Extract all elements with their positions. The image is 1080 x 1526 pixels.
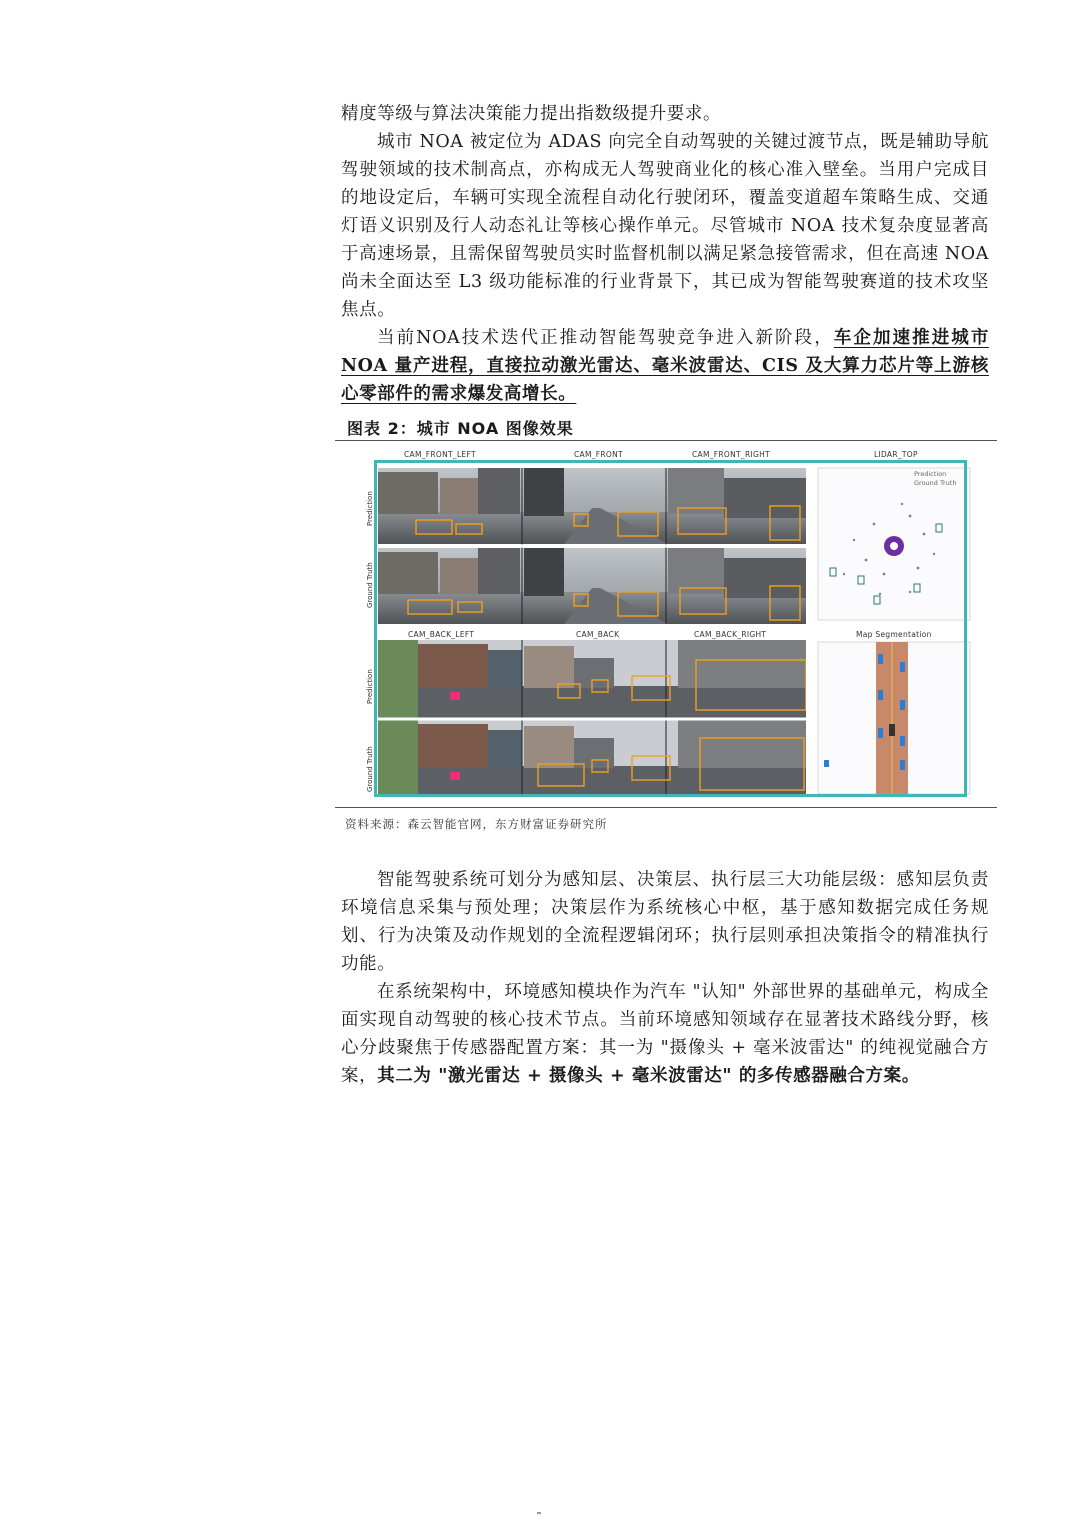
row-label-prediction-top: Prediction [366,491,374,526]
paragraph-4-plain: 在系统架构中，环境感知模块作为汽车 "认知" 外部世界的基础单元，构成全面实现自动驾驶的核心技术节点。当前环境感知领域存在显著技术路线分野，核心分歧聚焦于传感器配置方案：其一为 "摄像头 + 毫米波雷达" 的纯视觉融合方案， [341,982,989,1086]
paragraph-2 [341,324,989,408]
paragraph-3: 智能驾驶系统可划分为感知层、决策层、执行层三大功能层级：感知层负责环境信息采集与预处理；决策层作为系统核心中枢，基于感知数据完成任务规划、行为决策及动作规划的全流程逻辑闭环；执行层则承担决策指令的精准执行功能。 [341,870,989,974]
caption-rule [335,440,997,441]
paragraph-4-emphasis: 其二为 "激光雷达 + 摄像头 + 毫米波雷达" 的多传感器融合方案。 [377,1066,920,1086]
row-label-gt-bottom: Ground Truth [366,746,374,792]
cam-label-back-left: CAM_BACK_LEFT [408,630,475,639]
row-label-gt-top: Ground Truth [366,562,374,608]
paragraph-1: 城市 NOA 被定位为 ADAS 向完全自动驾驶的关键过渡节点，既是辅助导航驾驶领域的技术制高点，亦构成无人驾驶商业化的核心准入壁垒。当用户完成目的地设定后，车辆可实现全流程自动化行驶闭环，覆盖变道超车策略生成、交通灯语义识别及行人动态礼让等核心操作单元。尽管城市 NOA 技术复杂度显著高于高速场景，且需保留驾驶员实时监督机制以满足紧急接管需求，但在高速 NOA 尚未全面达至 L3 级功能标准的行业背景下，其已成为智能驾驶赛道的技术攻坚焦点。 [341,132,989,320]
figure-source: 资料来源：森云智能官网，东方财富证券研究所 [345,817,608,831]
teal-highlight-frame [374,460,967,797]
paragraph-2-emphasis: 车企加速推进城市 NOA 量产进程，直接拉动激光雷达、毫米波雷达、CIS 及大算力芯片等上游核心零部件的需求爆发高增长。 [341,328,989,404]
legend-ground-truth: Ground Truth [914,479,957,487]
map-label: Map Segmentation [856,630,932,639]
text-block-bottom [341,866,989,1090]
cam-label-front-left: CAM_FRONT_LEFT [404,450,476,459]
source-line [341,816,989,832]
text-block-top [341,100,989,408]
cam-label-front-right: CAM_FRONT_RIGHT [692,450,770,459]
cam-label-back: CAM_BACK [576,630,620,639]
page-marker [537,1512,541,1514]
row-label-prediction-bottom: Prediction [366,669,374,704]
figure-caption: 图表 2：城市 NOA 图像效果 [347,419,574,438]
paragraph-4 [341,978,989,1090]
legend-prediction: Prediction [914,470,947,478]
paragraph-0: 精度等级与算法决策能力提出指数级提升要求。 [341,104,722,124]
figure-caption-block [341,416,989,439]
cam-label-back-right: CAM_BACK_RIGHT [694,630,767,639]
cam-label-front: CAM_FRONT [574,450,623,459]
lidar-label: LIDAR_TOP [874,450,918,459]
paragraph-2-plain: 当前NOA技术迭代正推动智能驾驶竞争进入新阶段， [377,328,834,348]
noa-figure [362,448,978,804]
figure-bottom-rule [335,807,997,808]
